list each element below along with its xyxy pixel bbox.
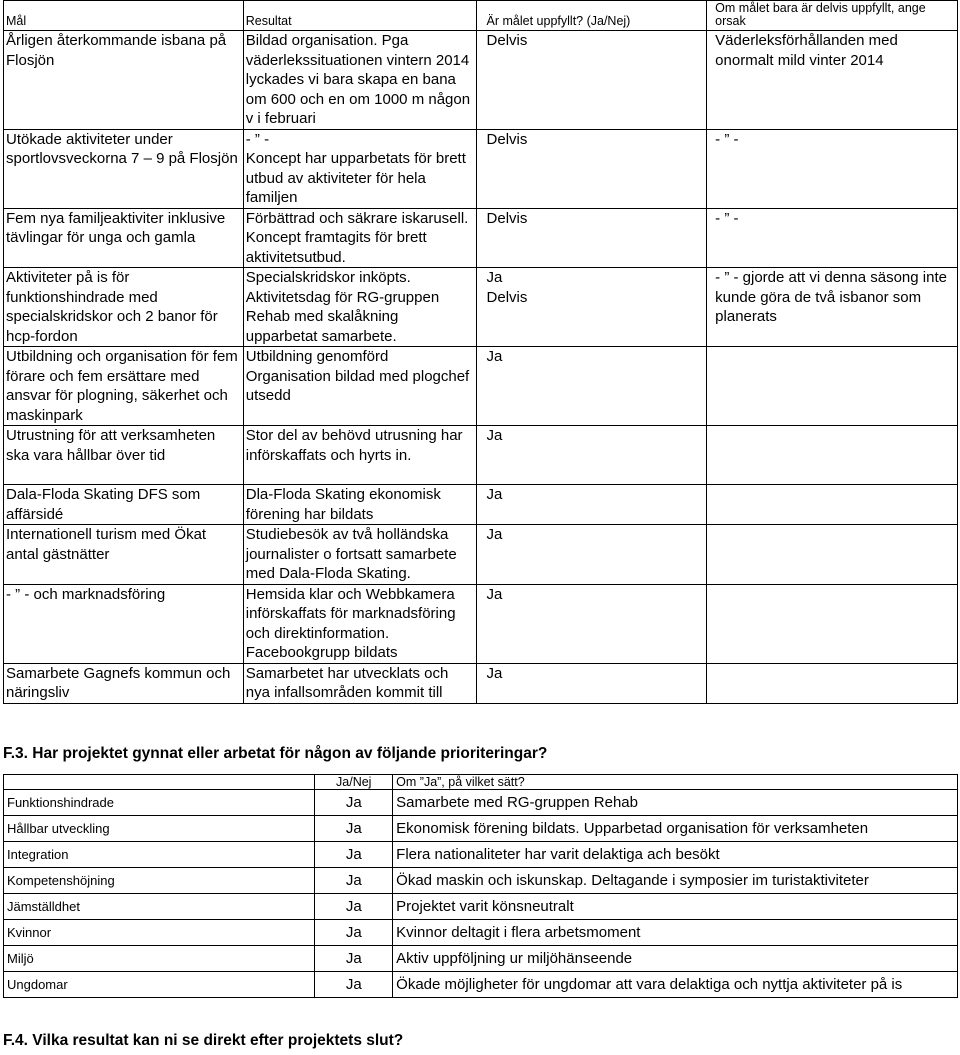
priority-label: Funktionshindrade (4, 790, 315, 816)
status-cell: Ja (476, 347, 707, 426)
status-cell: Ja (476, 426, 707, 485)
goal-cell: Aktiviteter på is för funktionshindrade med specialskridskor och 2 banor för hcp-fordon (4, 268, 244, 347)
result-cell: Studiebesök av två holländska journalister o fortsatt samarbete med Dala-Floda Skating. (243, 525, 476, 585)
priority-answer: Ja (315, 894, 393, 920)
goal-cell: Samarbete Gagnefs kommun och näringsliv (4, 663, 244, 703)
status-cell: Ja (476, 663, 707, 703)
status-cell: Ja (476, 584, 707, 663)
priorities-table-body (4, 775, 958, 998)
priority-how: Ekonomisk förening bildats. Upparbetad organisation för verksamheten (393, 816, 958, 842)
header-result: Resultat (243, 1, 476, 31)
goal-cell: Internationell turism med Ökat antal gästnätter (4, 525, 244, 585)
goal-cell: - ” - och marknadsföring (4, 584, 244, 663)
header-goal: Mål (4, 1, 244, 31)
goal-row (4, 347, 958, 426)
priority-label: Kompetenshöjning (4, 868, 315, 894)
priority-row (4, 972, 958, 998)
reason-cell: Väderleksförhållanden med onormalt mild vinter 2014 (707, 31, 958, 130)
reason-cell (707, 347, 958, 426)
priority-row (4, 790, 958, 816)
priority-answer: Ja (315, 842, 393, 868)
priority-label: Ungdomar (4, 972, 315, 998)
goal-row (4, 485, 958, 525)
priority-how: Samarbete med RG-gruppen Rehab (393, 790, 958, 816)
goal-cell: Fem nya familjeaktiviter inklusive tävlingar för unga och gamla (4, 208, 244, 268)
header-fulfilled: Är målet uppfyllt? (Ja/Nej) (476, 1, 707, 31)
section-f4-title: F.4. Vilka resultat kan ni se direkt efter projektets slut? (3, 1032, 404, 1049)
goal-cell: Årligen återkommande isbana på Flosjön (4, 31, 244, 130)
priority-row (4, 816, 958, 842)
reason-cell (707, 426, 958, 485)
status-cell: Ja (476, 485, 707, 525)
goal-row (4, 426, 958, 485)
result-cell: Hemsida klar och Webbkamera införskaffats för marknadsföring och direktinformation. Facebookgrupp bildats (243, 584, 476, 663)
status-cell: Delvis (476, 129, 707, 208)
goals-table (3, 0, 958, 704)
priorities-header-answer: Ja/Nej (315, 775, 393, 790)
result-cell: Stor del av behövd utrusning har införskaffats och hyrts in. (243, 426, 476, 485)
priority-row (4, 894, 958, 920)
result-cell: Dla-Floda Skating ekonomisk förening har bildats (243, 485, 476, 525)
priority-row (4, 868, 958, 894)
status-cell: Ja Delvis (476, 268, 707, 347)
header-reason: Om målet bara är delvis uppfyllt, ange orsak (707, 1, 958, 31)
result-cell: Samarbetet har utvecklats och nya infallsområden kommit till (243, 663, 476, 703)
goal-row (4, 584, 958, 663)
priorities-header-label (4, 775, 315, 790)
result-cell: Förbättrad och säkrare iskarusell. Koncept framtagits för brett aktivitetsutbud. (243, 208, 476, 268)
reason-cell: - ” - (707, 208, 958, 268)
priority-label: Kvinnor (4, 920, 315, 946)
reason-cell (707, 525, 958, 585)
priority-answer: Ja (315, 816, 393, 842)
priority-how: Aktiv uppföljning ur miljöhänseende (393, 946, 958, 972)
priority-how: Ökad maskin och iskunskap. Deltagande i symposier im turistaktiviteter (393, 868, 958, 894)
priority-answer: Ja (315, 972, 393, 998)
goal-cell: Dala-Floda Skating DFS som affärsidé (4, 485, 244, 525)
goals-table-body (4, 1, 958, 704)
reason-cell (707, 485, 958, 525)
goals-header-row (4, 1, 958, 31)
priorities-header-how: Om ”Ja”, på vilket sätt? (393, 775, 958, 790)
result-cell: Specialskridskor inköpts. Aktivitetsdag för RG-gruppen Rehab med skalåkning upparbetat samarbete. (243, 268, 476, 347)
priority-label: Hållbar utveckling (4, 816, 315, 842)
reason-cell: - ” - (707, 129, 958, 208)
priorities-table (3, 774, 958, 998)
priority-how: Flera nationaliteter har varit delaktiga ach besökt (393, 842, 958, 868)
priority-answer: Ja (315, 920, 393, 946)
goal-row (4, 268, 958, 347)
goal-cell: Utökade aktiviteter under sportlovsveckorna 7 – 9 på Flosjön (4, 129, 244, 208)
priority-row (4, 842, 958, 868)
goal-row (4, 663, 958, 703)
priority-answer: Ja (315, 790, 393, 816)
status-cell: Delvis (476, 31, 707, 130)
priority-how: Ökade möjligheter för ungdomar att vara delaktiga och nyttja aktiviteter på is (393, 972, 958, 998)
result-cell: Bildad organisation. Pga väderlekssituationen vintern 2014 lyckades vi bara skapa en bana om 600 och en om 1000 m någon v i februari (243, 31, 476, 130)
goal-row (4, 31, 958, 130)
priority-row (4, 946, 958, 972)
priority-answer: Ja (315, 946, 393, 972)
priority-label: Jämställdhet (4, 894, 315, 920)
result-cell: Utbildning genomförd Organisation bildad med plogchef utsedd (243, 347, 476, 426)
goal-cell: Utbildning och organisation för fem förare och fem ersättare med ansvar för plogning, säkerhet och maskinpark (4, 347, 244, 426)
status-cell: Ja (476, 525, 707, 585)
result-cell: - ” - Koncept har upparbetats för brett utbud av aktiviteter för hela familjen (243, 129, 476, 208)
reason-cell (707, 663, 958, 703)
priorities-header-row (4, 775, 958, 790)
section-f3-title: F.3. Har projektet gynnat eller arbetat för någon av följande prioriteringar? (3, 745, 548, 762)
priority-row (4, 920, 958, 946)
reason-cell (707, 584, 958, 663)
priority-label: Miljö (4, 946, 315, 972)
goal-row (4, 129, 958, 208)
priority-how: Projektet varit könsneutralt (393, 894, 958, 920)
reason-cell: - ” - gjorde att vi denna säsong inte kunde göra de två isbanor som planerats (707, 268, 958, 347)
priority-label: Integration (4, 842, 315, 868)
priority-how: Kvinnor deltagit i flera arbetsmoment (393, 920, 958, 946)
goal-cell: Utrustning för att verksamheten ska vara hållbar över tid (4, 426, 244, 485)
goal-row (4, 208, 958, 268)
goal-row (4, 525, 958, 585)
status-cell: Delvis (476, 208, 707, 268)
priority-answer: Ja (315, 868, 393, 894)
